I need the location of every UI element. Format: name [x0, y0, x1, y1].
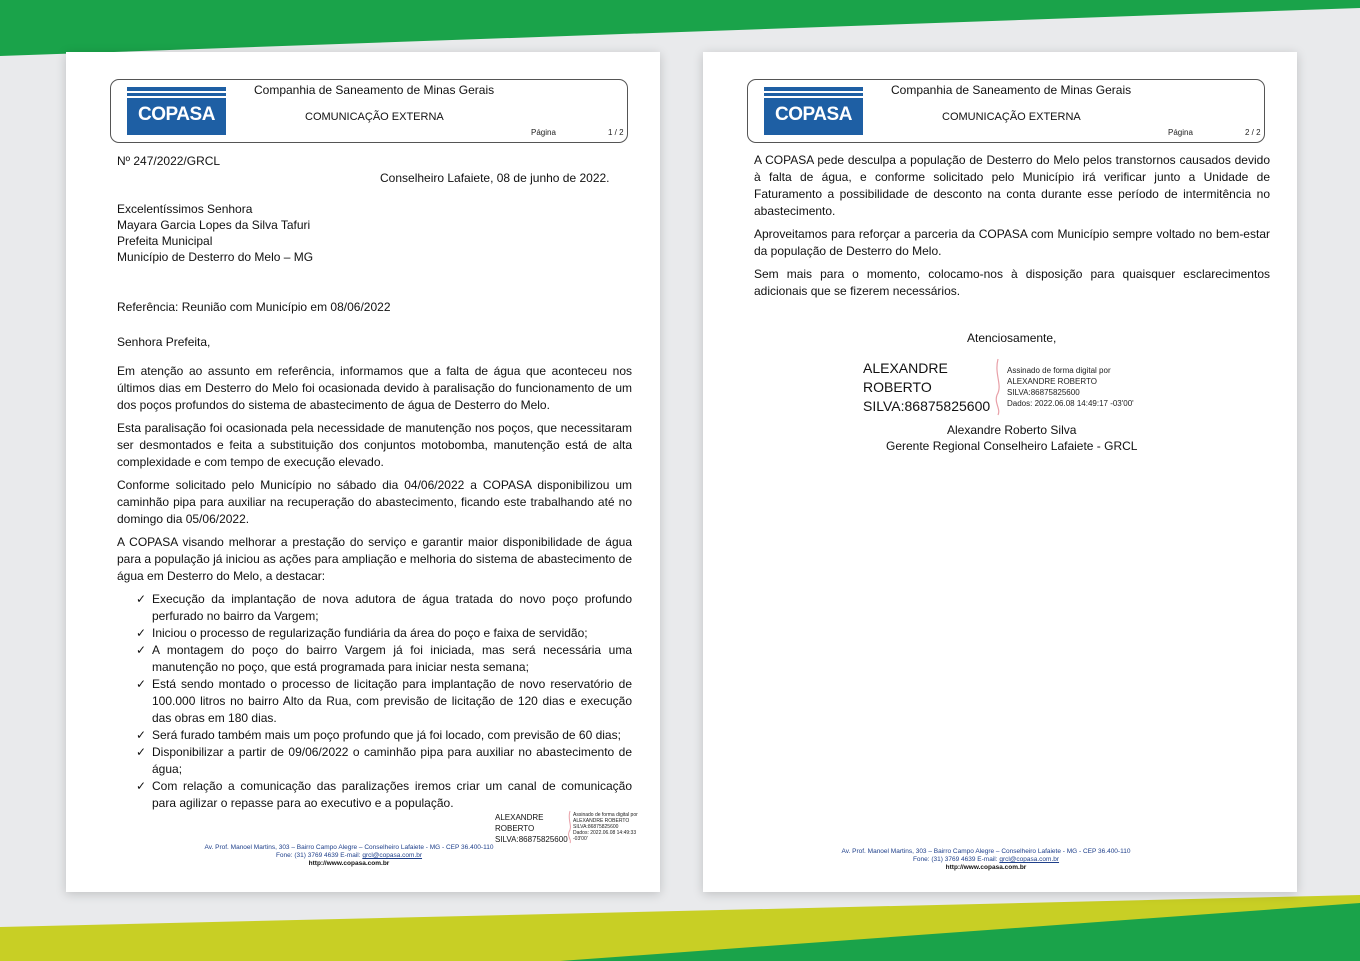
list-item — [136, 727, 632, 744]
check-icon: ✓ — [136, 592, 147, 606]
recipient-line: Excelentíssimos Senhora — [117, 202, 253, 216]
list-item-text: Está sendo montado o processo de licitação para implantação de novo reservatório de 100.000 litros no bairro Alto da Rua, com previsão de licitação de 120 dias e execução das obras em 180 dias. — [152, 677, 632, 725]
page-number: 1 / 2 — [608, 128, 624, 137]
signature-name-line: ALEXANDRE — [495, 813, 544, 822]
copasa-logo — [764, 87, 863, 135]
footer-contact — [689, 856, 1283, 864]
check-icon: ✓ — [136, 779, 147, 793]
list-item — [136, 744, 632, 778]
body-paragraph: Esta paralisação foi ocasionada pela necessidade de manutenção nos poços, que necessitaram ser desmontados e feita a substituição dos conjuntos motobomba, manutenção está de alta complexidade e com tempo de execução elevado. — [117, 421, 632, 469]
footer-phone: Fone: (31) 3769 4639 E-mail: — [912, 856, 998, 863]
salutation: Senhora Prefeita, — [117, 335, 211, 349]
signature-info-line: Assinado de forma digital por — [1007, 366, 1111, 375]
signature-name-line: ALEXANDRE — [863, 360, 948, 376]
list-item-text: Será furado também mais um poço profundo que já foi locado, com previsão de 60 dias; — [152, 728, 621, 742]
top-green-banner — [0, 0, 1360, 60]
document-page-2 — [703, 52, 1297, 892]
list-item — [136, 778, 632, 812]
body-paragraph: A COPASA visando melhorar a prestação do serviço e garantir maior disponibilidade de água para a população já iniciou as ações para ampliação e melhoria do sistema de abastecimento de água em Desterro do Melo, a destacar: — [117, 535, 632, 583]
signature-name-line: ROBERTO — [495, 824, 535, 833]
body-paragraph: A COPASA pede desculpa a população de Desterro do Melo pelos transtornos causados devido à falta de água, e conforme solicitado pelo Município irá verificar junto a Unidade de Faturamento a possibilidade de desconto na conta durante esse período de intermitência no abastecimento. — [754, 153, 1270, 218]
logo-text: COPASA — [138, 104, 215, 125]
list-item-text: Disponibilizar a partir de 09/06/2022 o caminhão pipa para auxiliar no abastecimento de água; — [152, 745, 632, 776]
signature-name-line: ROBERTO — [863, 379, 932, 395]
document-type: COMUNICAÇÃO EXTERNA — [305, 111, 444, 123]
body-paragraph: Sem mais para o momento, colocamo-nos à disposição para quaisquer esclarecimentos adicionais que se fizerem necessários. — [754, 267, 1270, 298]
list-item-text: Iniciou o processo de regularização fundiária da área do poço e faixa de servidão; — [152, 626, 588, 640]
list-item — [136, 642, 632, 676]
document-type: COMUNICAÇÃO EXTERNA — [942, 111, 1081, 123]
page-number: 2 / 2 — [1245, 128, 1261, 137]
letterhead — [110, 79, 628, 143]
list-item-text: Com relação a comunicação das paralizações iremos criar um canal de comunicação para agilizar o repasse para ao executivo e a população. — [152, 779, 632, 810]
closing: Atenciosamente, — [967, 331, 1057, 345]
company-name: Companhia de Saneamento de Minas Gerais — [254, 83, 495, 97]
footer-email-link[interactable]: grcl@copasa.com.br — [362, 852, 423, 859]
signature-name-line: SILVA:86875825600 — [863, 398, 991, 414]
body-paragraph: Em atenção ao assunto em referência, informamos que a falta de água que aconteceu nos últimos dias em Desterro do Melo foi ocasionada devido à paralisação do funcionamento de um dos poços profundos do sistema de abastecimento de água de Desterro do Melo. — [117, 364, 632, 412]
page-label: Página — [1168, 128, 1193, 137]
list-item-text: Execução da implantação de nova adutora de água tratada do novo poço profundo perfurado no bairro da Vargem; — [152, 592, 632, 623]
body-paragraph: Conforme solicitado pelo Município no sábado dia 04/06/2022 a COPASA disponibilizou um caminhão pipa para auxiliar na recuperação do abastecimento, ficando este trabalhando até no domingo dia 05/06/2022. — [117, 478, 632, 526]
list-item — [136, 676, 632, 727]
signature-info-line: Dados: 2022.06.08 14:49:17 -03'00' — [1007, 399, 1134, 408]
signature-info-line: -03'00' — [573, 836, 588, 842]
signer-title: Gerente Regional Conselheiro Lafaiete - GRCL — [886, 439, 1138, 453]
page-label: Página — [531, 128, 556, 137]
footer-address: Av. Prof. Manoel Martins, 303 – Bairro Campo Alegre – Conselheiro Lafaiete - MG - CEP 36.400-110 — [204, 844, 494, 851]
company-name: Companhia de Saneamento de Minas Gerais — [891, 83, 1132, 97]
page-footer — [689, 848, 1283, 872]
signature-info-line: ALEXANDRE ROBERTO — [573, 818, 630, 824]
signature-name-line: SILVA:86875825600 — [495, 835, 568, 844]
signature-stroke-icon — [991, 357, 1005, 417]
copasa-logo — [127, 87, 226, 135]
check-icon: ✓ — [136, 626, 147, 640]
footer-contact — [52, 852, 646, 860]
signature-info-line: SILVA:86875825600 — [573, 824, 619, 830]
check-icon: ✓ — [136, 643, 147, 657]
signer-name: Alexandre Roberto Silva — [947, 423, 1077, 437]
signature-info-line: Dados: 2022.06.08 14:49:33 — [573, 830, 637, 836]
document-page-1 — [66, 52, 660, 892]
reference-number: Nº 247/2022/GRCL — [117, 154, 221, 168]
footer-email-link[interactable]: grcl@copasa.com.br — [999, 856, 1060, 863]
date-line: Conselheiro Lafaiete, 08 de junho de 2022. — [380, 171, 610, 185]
recipient-line: Mayara Garcia Lopes da Silva Tafuri — [117, 218, 311, 232]
footer-phone: Fone: (31) 3769 4639 E-mail: — [275, 852, 361, 859]
signature-info-line: Assinado de forma digital por — [573, 812, 638, 818]
list-item-text: A montagem do poço do bairro Vargem já foi iniciada, mas será necessária uma manutenção no poço, que está programada para iniciar nesta semana; — [152, 643, 632, 674]
footer-website-link[interactable]: http://www.copasa.com.br — [945, 864, 1027, 871]
recipient-line: Município de Desterro do Melo – MG — [117, 250, 314, 264]
page-footer — [52, 844, 646, 868]
signature-info-line: ALEXANDRE ROBERTO — [1007, 377, 1097, 386]
body-paragraph: Aproveitamos para reforçar a parceria da COPASA com Município sempre voltado no bem-estar da população de Desterro do Melo. — [754, 227, 1270, 258]
list-item — [136, 625, 632, 642]
signature-info-line: SILVA:86875825600 — [1007, 388, 1080, 397]
check-icon: ✓ — [136, 677, 147, 691]
bottom-color-banner — [0, 881, 1360, 961]
footer-address: Av. Prof. Manoel Martins, 303 – Bairro Campo Alegre – Conselheiro Lafaiete - MG - CEP 36.400-110 — [841, 848, 1131, 855]
check-icon: ✓ — [136, 745, 147, 759]
recipient-line: Prefeita Municipal — [117, 234, 213, 248]
reference-subject: Referência: Reunião com Município em 08/06/2022 — [117, 300, 391, 314]
footer-website-link[interactable]: http://www.copasa.com.br — [308, 860, 390, 867]
logo-text: COPASA — [775, 104, 852, 125]
list-item — [136, 591, 632, 625]
check-icon: ✓ — [136, 728, 147, 742]
letterhead — [747, 79, 1265, 143]
